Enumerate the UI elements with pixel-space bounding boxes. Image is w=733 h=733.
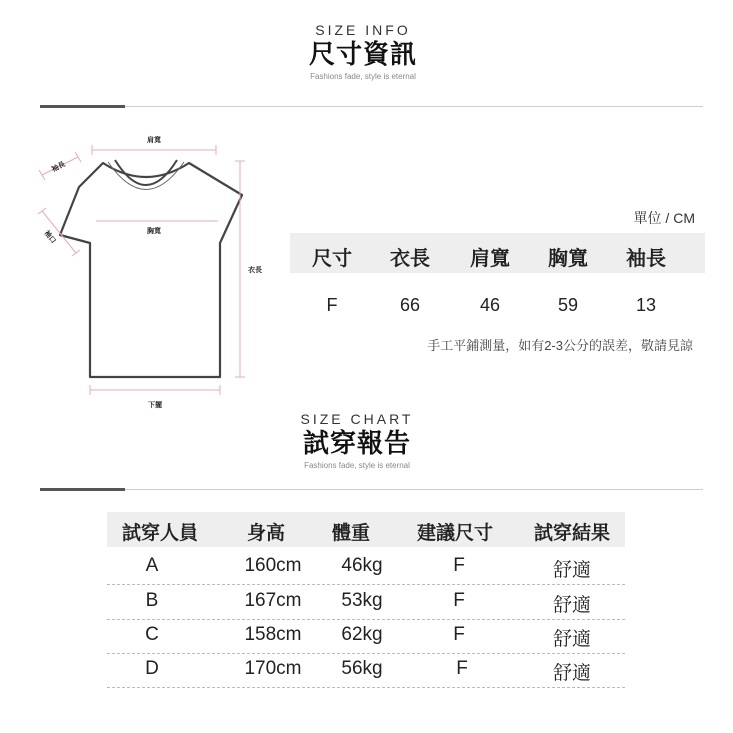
fit-header-cell: 建議尺寸 [416, 523, 494, 544]
chest-label: 胸寬 [147, 227, 161, 235]
divider-thin [40, 489, 703, 490]
tshirt-collar [115, 160, 177, 185]
size-table-header [290, 233, 705, 273]
tshirt-outline [60, 163, 242, 377]
fit-cell: 46kg [341, 555, 383, 576]
hem-label: 下擺 [148, 401, 162, 409]
fit-cell: F [456, 658, 468, 679]
size-cell: 59 [557, 295, 579, 315]
fit-table-row [107, 550, 625, 585]
size-cell: F [326, 295, 338, 315]
fit-cell: 56kg [341, 658, 383, 679]
size-chart-heading [257, 411, 457, 470]
size-cell: 66 [399, 295, 421, 315]
size-cell: 46 [479, 295, 501, 315]
size-header-cell: 尺寸 [312, 248, 352, 270]
size-info-heading [263, 22, 463, 81]
fit-cell: D [145, 658, 159, 679]
fit-cell: 舒適 [552, 629, 592, 650]
size-info-tagline: Fashions fade, style is eternal [310, 72, 416, 81]
size-header-cell: 袖長 [626, 248, 666, 270]
fit-cell: B [145, 590, 159, 611]
size-info-zh-title: 尺寸資訊 [308, 39, 417, 69]
size-chart-tagline: Fashions fade, style is eternal [304, 461, 410, 470]
size-header-cell: 肩寬 [470, 248, 510, 270]
unit-label: 單位 / CM [633, 210, 695, 226]
fit-header-cell: 身高 [246, 523, 286, 544]
fit-header-cell: 體重 [331, 523, 371, 544]
fit-cell: 62kg [341, 624, 383, 645]
tshirt-diagram [30, 125, 270, 410]
fit-cell: A [145, 555, 159, 576]
fit-table-row [107, 619, 625, 654]
fit-cell: 舒適 [552, 560, 592, 581]
fit-header-cell: 試穿人員 [121, 523, 199, 544]
divider-thin [40, 106, 703, 107]
fit-cell: 158cm [244, 624, 302, 645]
fit-table-header [107, 512, 625, 547]
fit-cell: 160cm [244, 555, 302, 576]
shoulder-label: 肩寬 [147, 136, 161, 144]
size-chart-zh-title: 試穿報告 [302, 428, 411, 458]
fit-cell: 170cm [244, 658, 302, 679]
fit-cell: F [453, 590, 465, 611]
fit-table-row [107, 585, 625, 620]
sleeve-label: 袖長 [50, 160, 67, 174]
fit-cell: F [453, 624, 465, 645]
length-label: 衣長 [248, 266, 262, 274]
fit-cell: F [453, 555, 465, 576]
size-table-row [290, 295, 705, 319]
divider-accent [40, 105, 125, 108]
measurement-note: 手工平鋪測量，如有2-3公分的誤差，敬請見諒 [427, 338, 693, 353]
fit-cell: 舒適 [552, 663, 592, 684]
fit-header-cell: 試穿結果 [533, 523, 611, 544]
fit-table-row [107, 653, 625, 688]
size-cell: 13 [635, 295, 657, 315]
fit-cell: 167cm [244, 590, 302, 611]
fit-cell: 舒適 [552, 595, 592, 616]
fit-cell: 53kg [341, 590, 383, 611]
size-chart-en-title: SIZE CHART [300, 411, 414, 427]
fit-cell: C [145, 624, 159, 645]
divider-accent [40, 488, 125, 491]
cuff-label: 袖口 [42, 229, 58, 245]
size-info-en-title: SIZE INFO [315, 22, 411, 38]
size-header-cell: 胸寬 [548, 248, 588, 270]
size-header-cell: 衣長 [390, 248, 430, 270]
